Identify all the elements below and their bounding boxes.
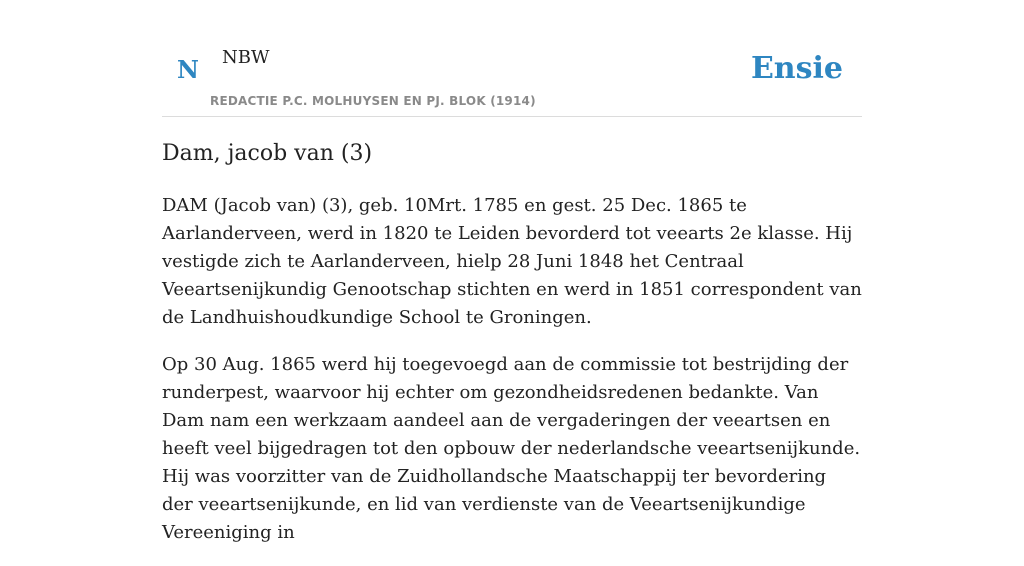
source-subtitle: REDACTIE P.C. MOLHUYSEN EN PJ. BLOK (1914) [210, 94, 536, 108]
article-paragraph: DAM (Jacob van) (3), geb. 10Mrt. 1785 en gest. 25 Dec. 1865 te Aarlanderveen, werd in 1820 te Leiden bevorderd tot veearts 2e klasse. Hij vestigde zich te Aarlanderveen, hielp 28 Juni 1848 het Centraal Veeartsenijkundig Genootschap stichten en werd in 1851 correspondent van de Landhuishoudkundige School te Groningen. [162, 195, 862, 328]
source-name[interactable]: NBW [222, 47, 270, 68]
source-header [162, 0, 862, 117]
article-title: Dam, jacob van (3) [162, 141, 373, 166]
article [162, 138, 862, 566]
source-logo[interactable]: N [177, 55, 199, 84]
article-paragraph: Op 30 Aug. 1865 werd hij toegevoegd aan de commissie tot bestrijding der runderpest, waarvoor hij echter om gezondheidsredenen bedankte. Van Dam nam een werkzaam aandeel aan de vergaderingen der veeartsen en heeft veel bijgedragen tot den opbouw der nederlandsche veeartsenijkunde. Hij was voorzitter van de Zuidhollandsche Maatschappij ter bevordering der veeartsenijkunde, en lid van verdienste van de Veeartsenijkundige Vereeniging in [162, 354, 861, 543]
brand-logo[interactable]: Ensie [750, 51, 843, 86]
